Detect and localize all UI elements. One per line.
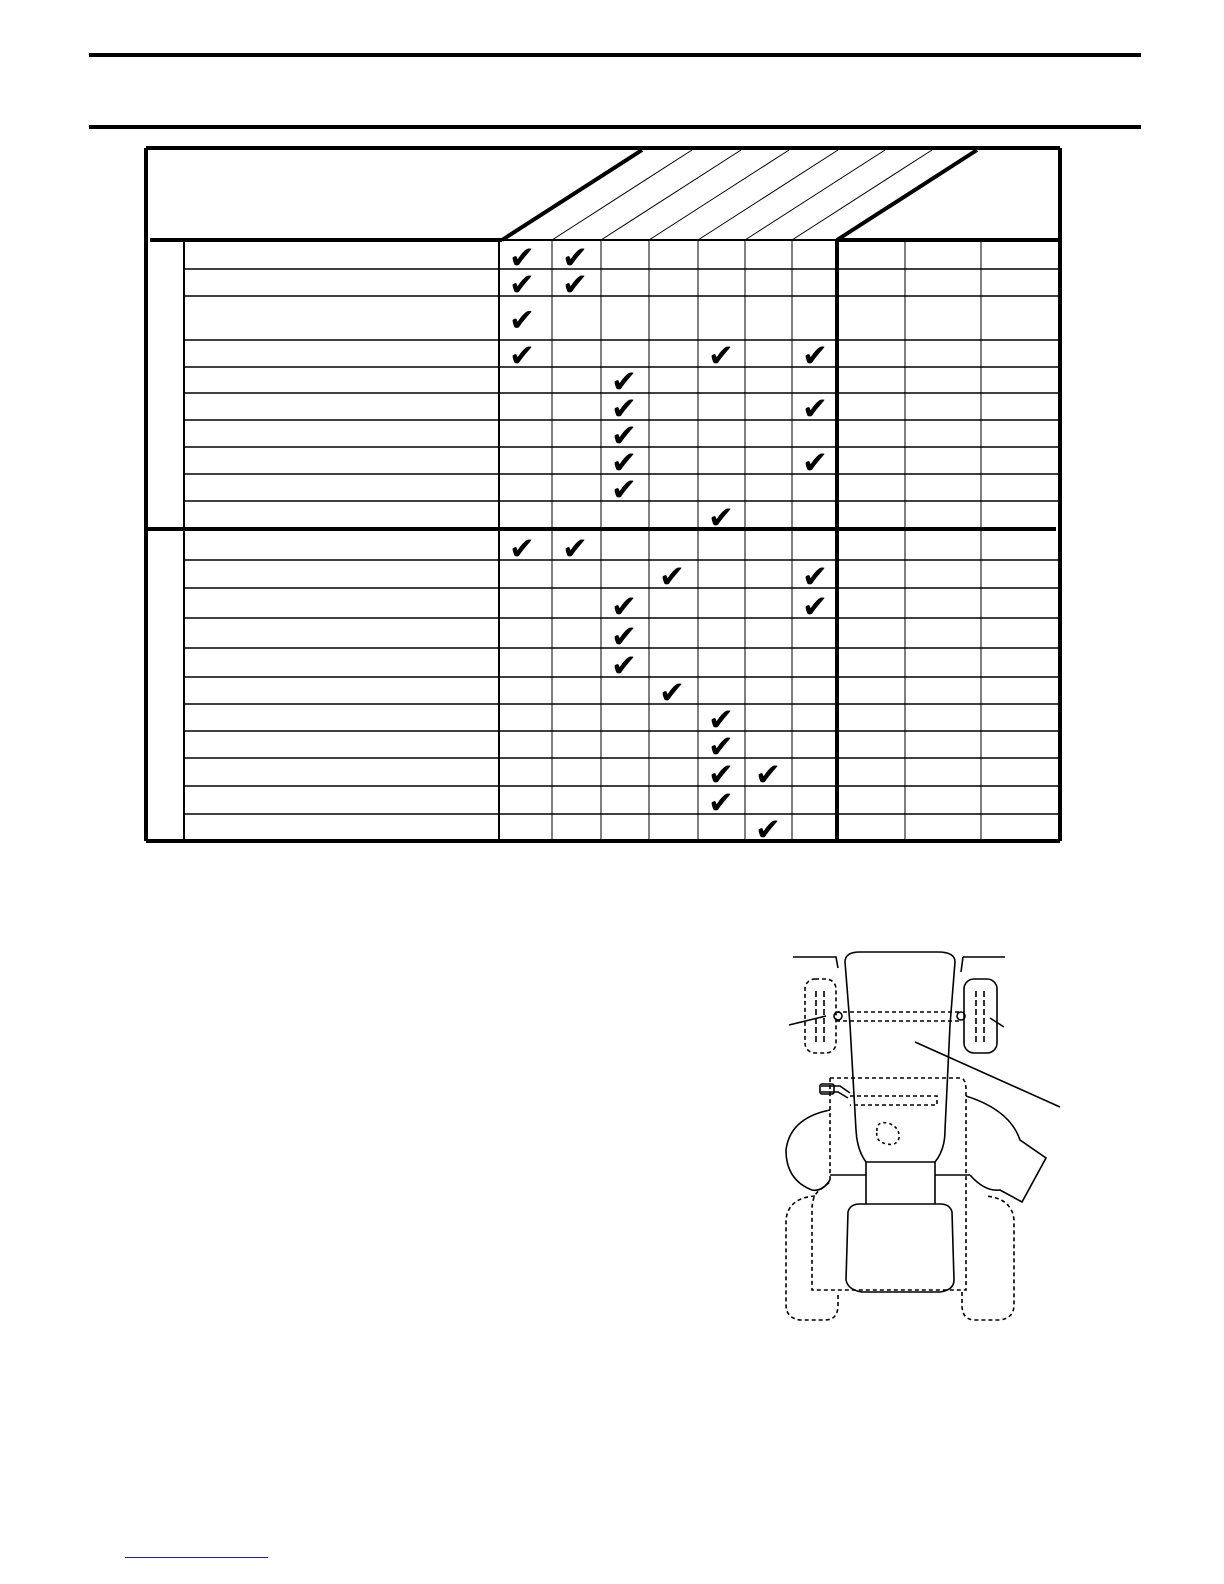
check-icon: ✔ bbox=[509, 240, 535, 276]
check-icon: ✔ bbox=[802, 338, 828, 374]
check-icon: ✔ bbox=[802, 391, 828, 427]
check-icon: ✔ bbox=[611, 391, 637, 427]
footnote-underline bbox=[125, 1557, 268, 1558]
tractor-diagram bbox=[775, 945, 1065, 1330]
seat-outline bbox=[846, 1204, 954, 1292]
check-icon: ✔ bbox=[708, 500, 734, 536]
check-icon: ✔ bbox=[802, 589, 828, 625]
check-icon: ✔ bbox=[708, 702, 734, 738]
check-icon: ✔ bbox=[611, 445, 637, 481]
check-icon: ✔ bbox=[802, 559, 828, 595]
table-checkmarks bbox=[509, 240, 828, 848]
check-icon: ✔ bbox=[611, 472, 637, 508]
callout-leader-left bbox=[789, 1016, 826, 1025]
check-icon: ✔ bbox=[509, 302, 535, 339]
hood-outline bbox=[845, 952, 955, 1162]
check-icon: ✔ bbox=[509, 267, 535, 303]
slanted-header-edge bbox=[837, 150, 977, 240]
check-icon: ✔ bbox=[802, 445, 828, 481]
front-wheel-left bbox=[805, 979, 836, 1053]
check-icon: ✔ bbox=[509, 531, 535, 567]
table-grid bbox=[146, 148, 1060, 841]
check-icon: ✔ bbox=[659, 559, 685, 595]
callout-leader-hood bbox=[915, 1042, 1060, 1107]
check-icon: ✔ bbox=[611, 619, 637, 655]
check-icon: ✔ bbox=[562, 267, 588, 303]
slanted-header-edge bbox=[502, 150, 642, 240]
check-icon: ✔ bbox=[708, 338, 734, 374]
fender-left bbox=[793, 957, 838, 968]
check-icon: ✔ bbox=[755, 812, 781, 848]
check-icon: ✔ bbox=[611, 364, 637, 400]
front-wheel-right bbox=[964, 979, 997, 1053]
check-icon: ✔ bbox=[659, 675, 685, 711]
check-icon: ✔ bbox=[562, 531, 588, 567]
check-icon: ✔ bbox=[708, 785, 734, 821]
check-icon: ✔ bbox=[708, 757, 734, 793]
check-icon: ✔ bbox=[611, 648, 637, 684]
rear-wheel-right bbox=[962, 1196, 1014, 1320]
mower-deck-outline bbox=[812, 1078, 966, 1290]
check-icon: ✔ bbox=[611, 418, 637, 454]
check-icon: ✔ bbox=[708, 729, 734, 765]
check-icon: ✔ bbox=[509, 338, 535, 374]
check-icon: ✔ bbox=[755, 757, 781, 793]
slanted-header-divider bbox=[745, 150, 885, 240]
check-icon: ✔ bbox=[562, 240, 588, 276]
check-icon: ✔ bbox=[611, 589, 637, 625]
slanted-header-divider bbox=[792, 150, 932, 240]
